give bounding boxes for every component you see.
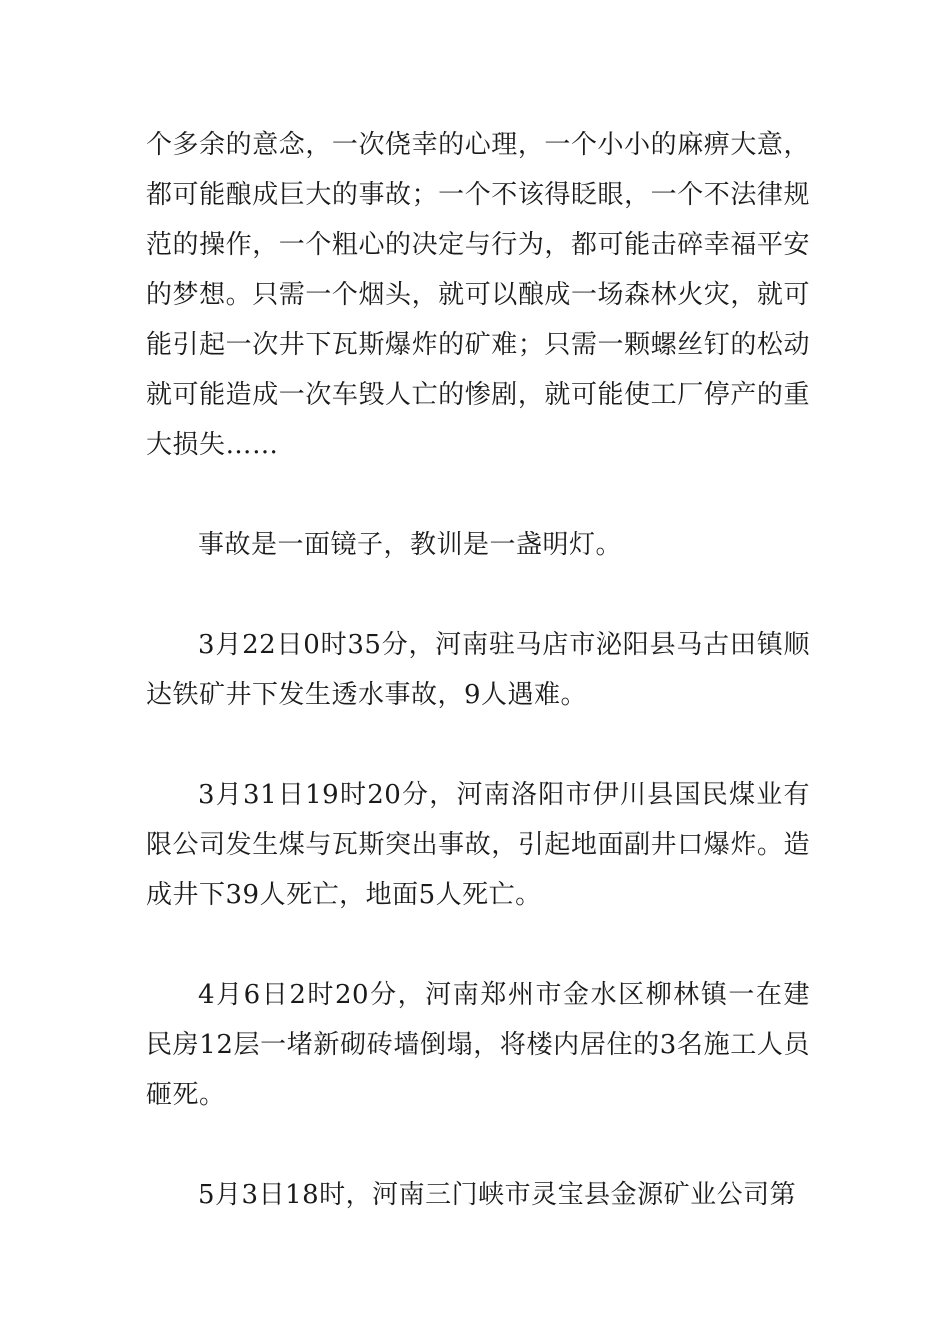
paragraph-incident-mar22: 3月22日0时35分，河南驻马店市泌阳县马古田镇顺达铁矿井下发生透水事故，9人遇难。 xyxy=(146,630,810,710)
paragraph-incident-mar31: 3月31日19时20分，河南洛阳市伊川县国民煤业有限公司发生煤与瓦斯突出事故，引起地面副井口爆炸。造成井下39人死亡，地面5人死亡。 xyxy=(146,780,810,910)
document-body xyxy=(146,120,810,1220)
paragraph-lesson: 事故是一面镜子，教训是一盏明灯。 xyxy=(198,530,623,560)
paragraph-incident-apr6: 4月6日2时20分，河南郑州市金水区柳林镇一在建民房12层一堵新砌砖墙倒塌，将楼内居住的3名施工人员砸死。 xyxy=(146,980,810,1110)
paragraph-incident-may3: 5月3日18时，河南三门峡市灵宝县金源矿业公司第 xyxy=(198,1180,797,1210)
paragraph-continued: 个多余的意念，一次侥幸的心理，一个小小的麻痹大意，都可能酿成巨大的事故；一个不该得眨眼，一个不法律规范的操作，一个粗心的决定与行为，都可能击碎幸福平安的梦想。只需一个烟头，就可以酿成一场森林火灾，就可能引起一次井下瓦斯爆炸的矿难；只需一颗螺丝钉的松动就可能造成一次车毁人亡的惨剧，就可能使工厂停产的重大损失…… xyxy=(146,130,810,460)
